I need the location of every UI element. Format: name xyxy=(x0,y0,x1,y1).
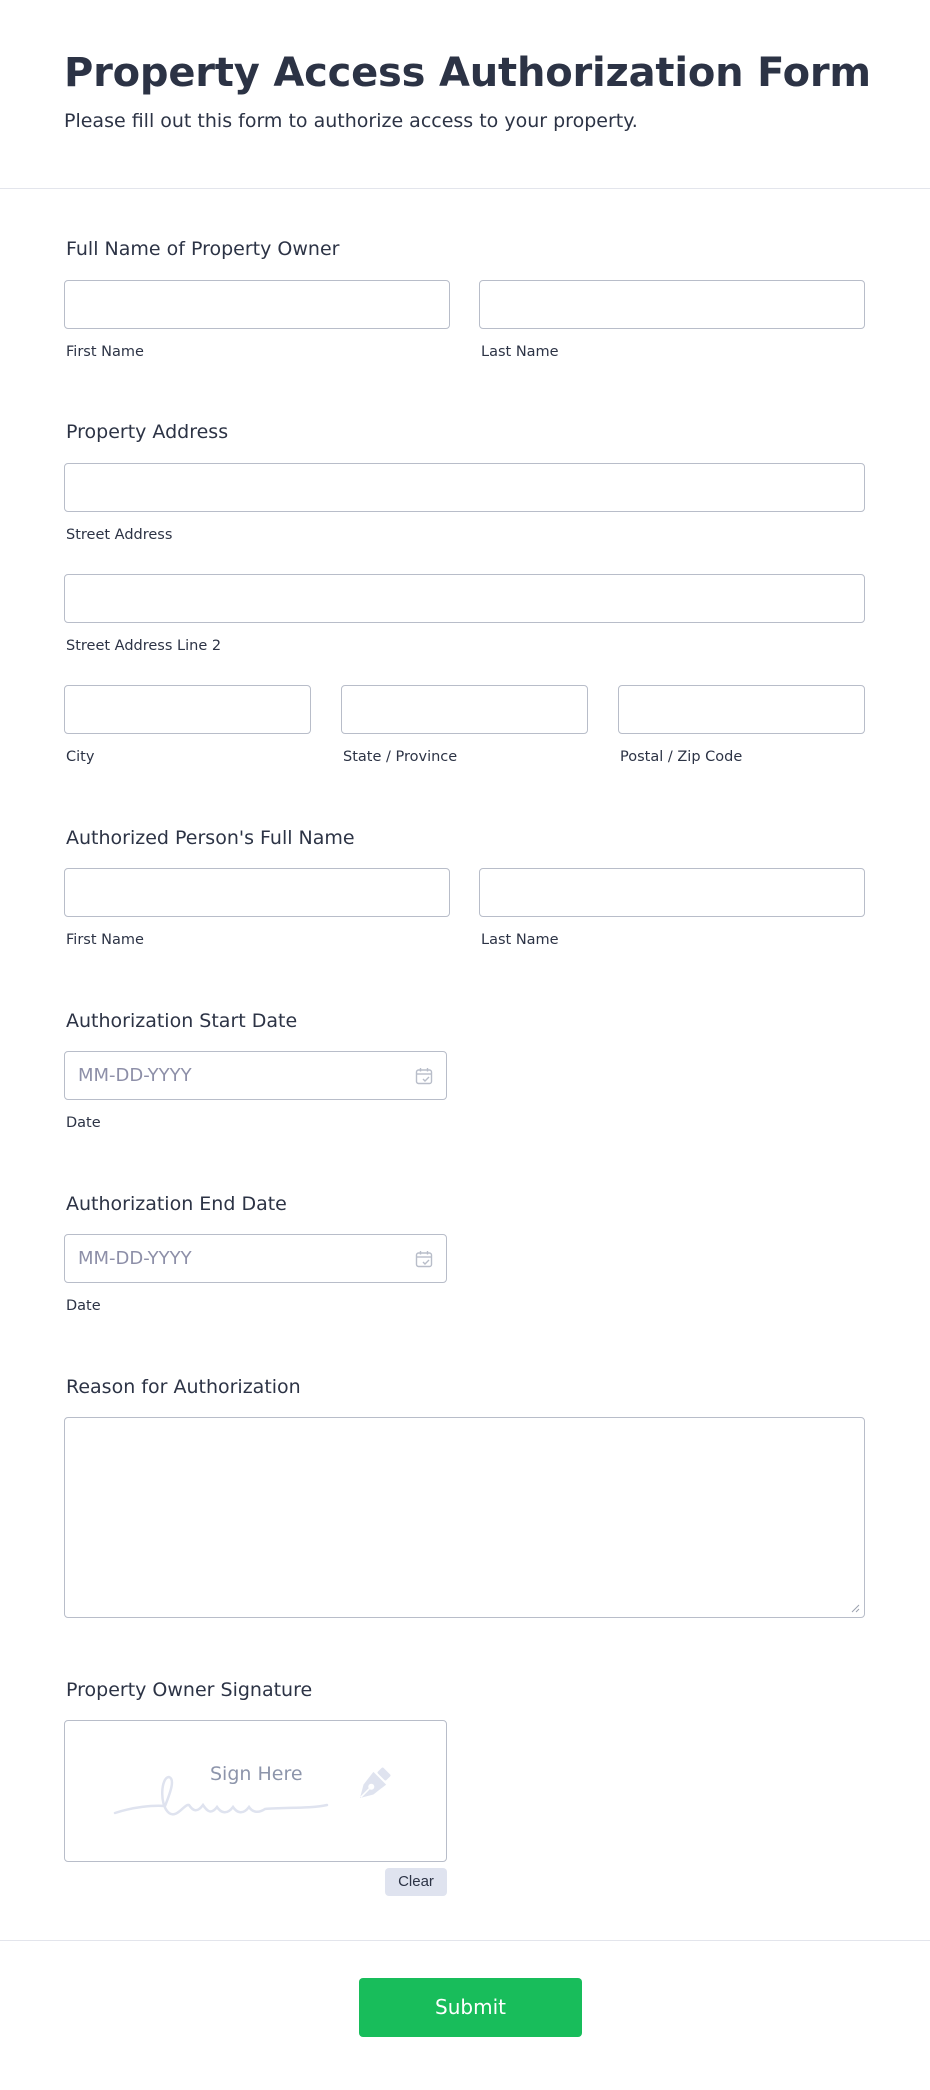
state-sublabel: State / Province xyxy=(343,749,458,765)
city-input[interactable] xyxy=(64,685,311,734)
owner-first-name-sublabel: First Name xyxy=(66,344,144,360)
owner-last-name-input[interactable] xyxy=(479,280,865,329)
submit-button[interactable]: Submit xyxy=(359,1978,582,2037)
start-date-placeholder: MM-DD-YYYY xyxy=(78,1065,192,1086)
start-date-label: Authorization Start Date xyxy=(66,1010,298,1032)
authorized-last-name-sublabel: Last Name xyxy=(481,932,559,948)
authorized-first-name-sublabel: First Name xyxy=(66,932,144,948)
signature-pad[interactable] xyxy=(64,1720,447,1862)
owner-name-label: Full Name of Property Owner xyxy=(66,238,340,260)
end-date-label: Authorization End Date xyxy=(66,1193,287,1215)
start-date-input[interactable] xyxy=(64,1051,447,1100)
authorized-name-label: Authorized Person's Full Name xyxy=(66,827,355,849)
state-input[interactable] xyxy=(341,685,588,734)
zip-code-sublabel: Postal / Zip Code xyxy=(620,749,743,765)
reason-label: Reason for Authorization xyxy=(66,1376,301,1398)
street-address-sublabel: Street Address xyxy=(66,527,173,543)
authorized-last-name-input[interactable] xyxy=(479,868,865,917)
start-date-sublabel: Date xyxy=(66,1115,101,1131)
owner-last-name-sublabel: Last Name xyxy=(481,344,559,360)
footer-divider xyxy=(0,1940,930,1941)
address-label: Property Address xyxy=(66,421,229,443)
sign-here-hint: Sign Here xyxy=(210,1763,303,1785)
form-header xyxy=(0,0,930,189)
end-date-placeholder: MM-DD-YYYY xyxy=(78,1248,192,1269)
page-title: Property Access Authorization Form xyxy=(64,50,871,96)
owner-first-name-input[interactable] xyxy=(64,280,450,329)
calendar-icon[interactable] xyxy=(415,1250,433,1268)
street-address-input[interactable] xyxy=(64,463,865,512)
page-subtitle: Please fill out this form to authorize access to your property. xyxy=(64,110,638,132)
calendar-icon[interactable] xyxy=(415,1067,433,1085)
street-address-line2-input[interactable] xyxy=(64,574,865,623)
resize-grip-icon[interactable] xyxy=(850,1603,860,1613)
reason-textarea[interactable] xyxy=(64,1417,865,1618)
pen-nib-icon xyxy=(349,1763,395,1809)
zip-code-input[interactable] xyxy=(618,685,865,734)
end-date-sublabel: Date xyxy=(66,1298,101,1314)
authorized-first-name-input[interactable] xyxy=(64,868,450,917)
signature-label: Property Owner Signature xyxy=(66,1679,313,1701)
end-date-input[interactable] xyxy=(64,1234,447,1283)
clear-signature-button[interactable]: Clear xyxy=(385,1868,447,1896)
city-sublabel: City xyxy=(66,749,95,765)
street-address-line2-sublabel: Street Address Line 2 xyxy=(66,638,222,654)
